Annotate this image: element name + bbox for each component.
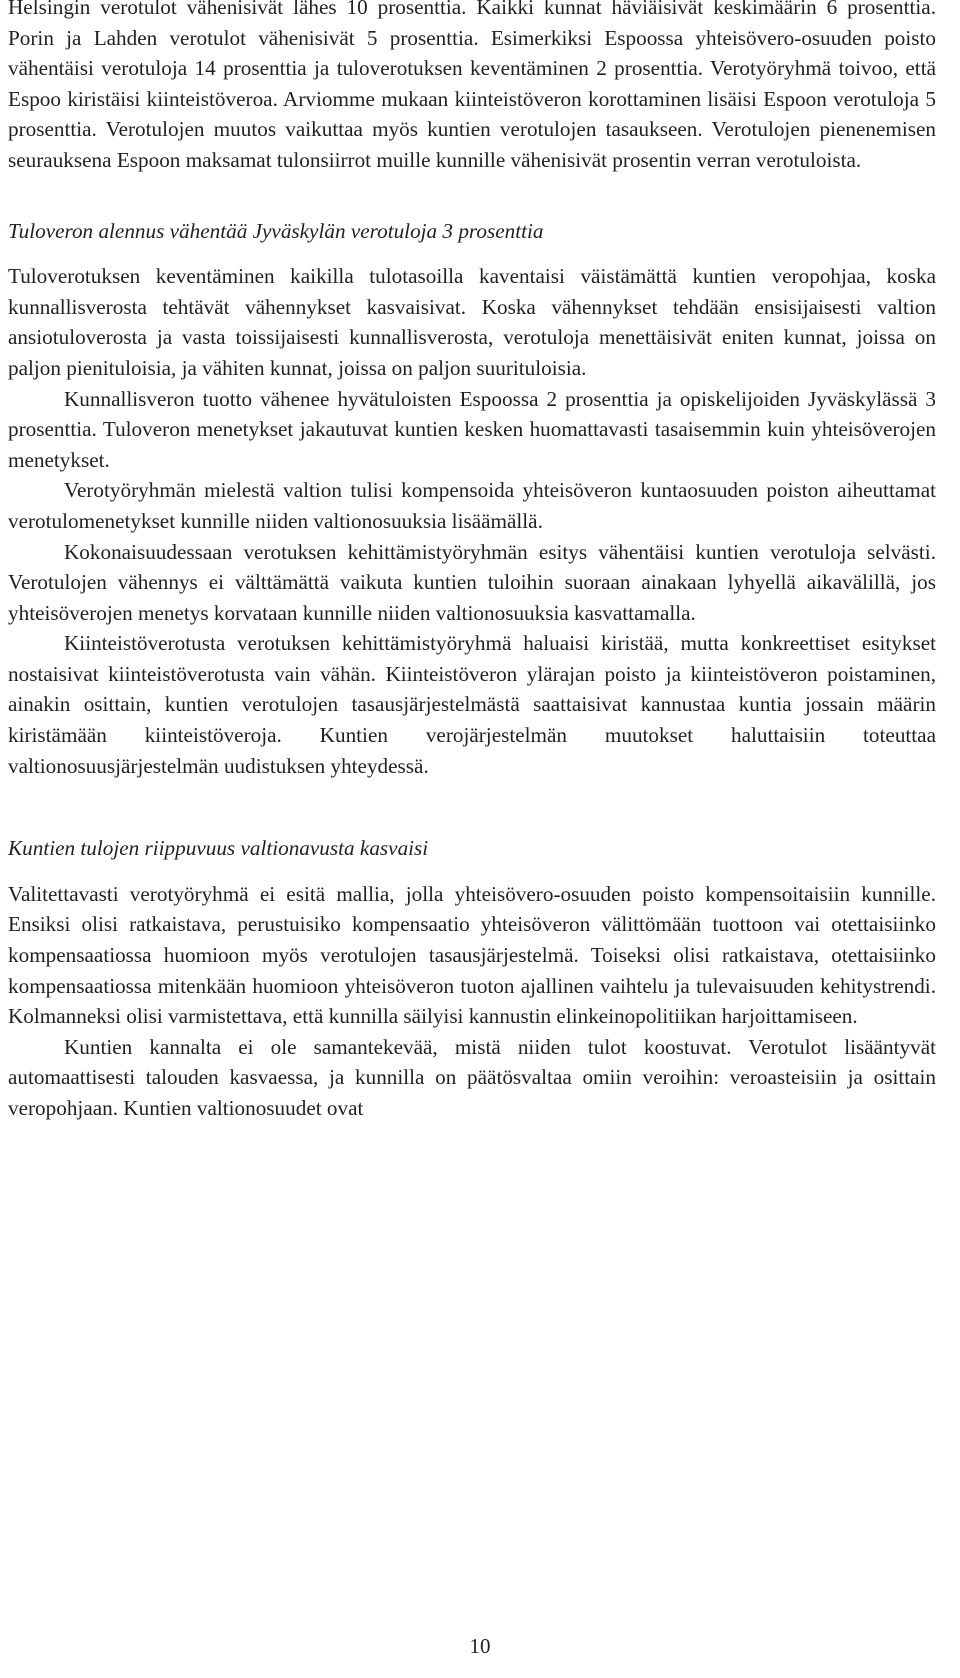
section-heading-state-aid: Kuntien tulojen riippuvuus valtionavusta kasvaisi bbox=[8, 836, 429, 861]
section1-paragraph-5: Kiinteistöverotusta verotuksen kehittämistyöryhmä haluaisi kiristää, mutta konkreettiset esitykset nostaisivat kiinteistöverotusta vain vähän. Kiinteistöveron ylärajan poisto ja kiinteistöveron poistaminen, ainakin osittain, kuntien verotulojen tasausjärjestelmästä saattaisivat kannustaa kuntia jossain määrin kiristämään kiinteistöveroja. Kuntien verojärjestelmän muutokset haluttaisiin toteuttaa valtionosuusjärjestelmän uudistuksen yhteydessä. bbox=[8, 631, 936, 778]
section2-paragraph-2: Kuntien kannalta ei ole samantekevää, mistä niiden tulot koostuvat. Verotulot lisääntyvät automaattisesti talouden kasvaessa, ja kunnilla on päätösvaltaa omiin veroihin: veroasteisiin ja osittain veropohjaan. Kuntien valtionosuudet ovat bbox=[8, 1034, 936, 1120]
page-number: 10 bbox=[469, 1634, 491, 1658]
section1-paragraph-3: Verotyöryhmän mielestä valtion tulisi kompensoida yhteisöveron kuntaosuuden poiston aiheuttamat verotulomenetykset kunnille niiden valtionosuuksia lisäämällä. bbox=[8, 478, 936, 533]
section-heading-income-tax: Tuloveron alennus vähentää Jyväskylän verotuloja 3 prosenttia bbox=[8, 218, 544, 243]
section1-paragraph-4: Kokonaisuudessaan verotuksen kehittämistyöryhmän esitys vähentäisi kuntien verotuloja selvästi. Verotulojen vähennys ei välttämättä vaikuta kuntien tuloihin suoraan ainakaan lyhyellä aikavälillä, jos yhteisöverojen menetys korvataan kunnille niiden valtionosuuksia kasvattamalla. bbox=[8, 539, 936, 625]
intro-paragraph: Helsingin verotulot vähenisivät lähes 10 prosenttia. Kaikki kunnat häviäisivät keskimäärin 6 prosenttia. Porin ja Lahden verotulot vähenisivät 5 prosenttia. Esimerkiksi Espoossa yhteisövero-osuuden poisto vähentäisi verotuloja 14 prosenttia ja tuloverotuksen keventäminen 2 prosenttia. Verotyöryhmä toivoo, että Espoo kiristäisi kiinteistöveroa. Arviomme mukaan kiinteistöveron korottaminen lisäisi Espoon verotuloja 5 prosenttia. Verotulojen muutos vaikuttaa myös kuntien verotulojen tasaukseen. Verotulojen pienenemisen seurauksena Espoon maksamat tulonsiirrot muille kunnille vähenisivät prosentin verran verotuloista. bbox=[8, 0, 936, 172]
section1-paragraph-1: Tuloverotuksen keventäminen kaikilla tulotasoilla kaventaisi väistämättä kuntien veropohjaa, koska kunnallisverosta tehtävät vähennykset kasvaisivat. Koska vähennykset tehdään ensisijaisesti valtion ansiotuloverosta ja vasta toissijaisesti kunnallisverosta, verotuloja menettäisivät eniten kunnat, joissa on paljon pienituloisia, ja vähiten kunnat, joissa on paljon suurituloisia. bbox=[8, 264, 936, 380]
section1-paragraph-2: Kunnallisveron tuotto vähenee hyvätuloisten Espoossa 2 prosenttia ja opiskelijoiden Jyväskylässä 3 prosenttia. Tuloveron menetykset jakautuvat kuntien kesken huomattavasti tasaisemmin kuin yhteisöverojen menetykset. bbox=[8, 386, 936, 472]
section2-paragraph-1: Valitettavasti verotyöryhmä ei esitä mallia, jolla yhteisövero-osuuden poisto kompensoitaisiin kunnille. Ensiksi olisi ratkaistava, perustuisiko kompensaatio yhteisöveron välittömään tuottoon vai otettaisiinko kompensaatiossa huomioon myös verotulojen tasausjärjestelmä. Toiseksi olisi ratkaistava, otettaisiinko kompensaatiossa mitenkään huomioon yhteisöveron tuoton ajallinen vaihtelu ja tulevaisuuden kehitystrendi. Kolmanneksi olisi varmistettava, että kunnilla säilyisi kannustin elinkeinopolitiikan harjoittamiseen. bbox=[8, 881, 936, 1029]
